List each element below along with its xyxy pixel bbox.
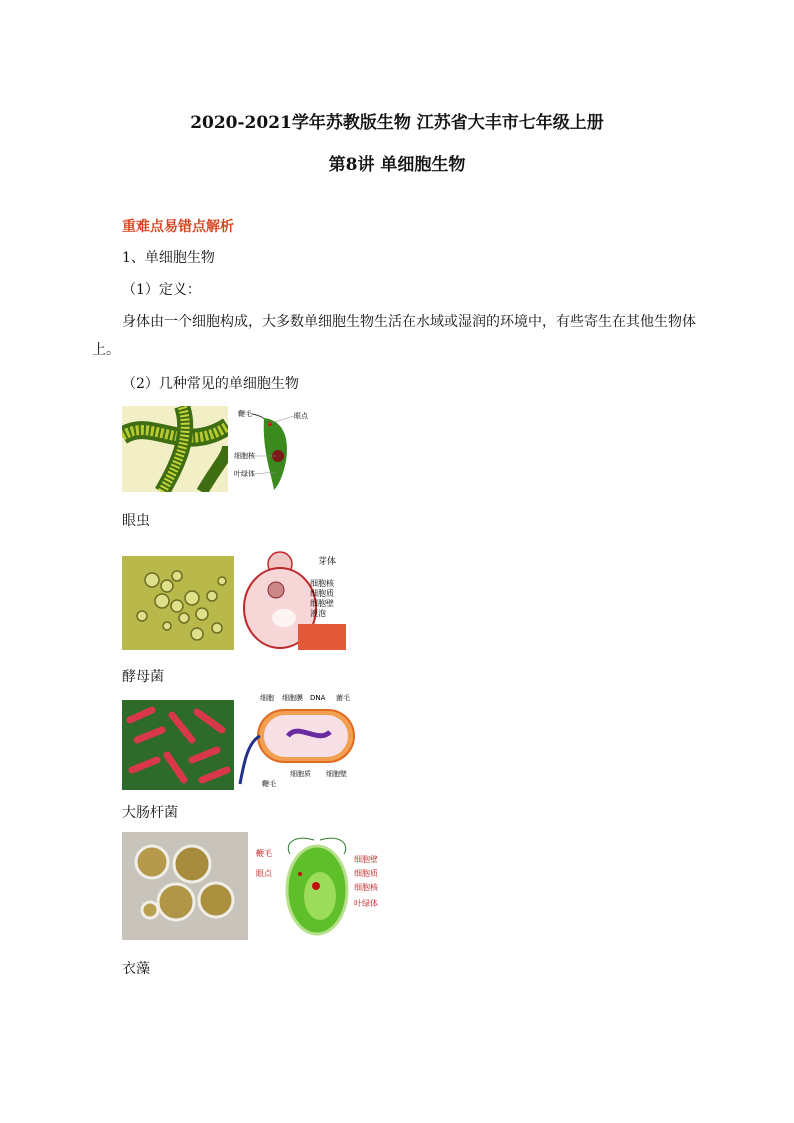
- yeast-diagram: [240, 542, 346, 650]
- euglena-label-flagellum: 鞭毛: [238, 410, 252, 418]
- chlamy-label-flagellum: 鞭毛: [256, 849, 272, 858]
- chlamydomonas-diagram: [254, 834, 388, 940]
- euglena-label-eyespot: 眼点: [294, 412, 308, 420]
- section-heading: 重难点易错点解析: [122, 219, 234, 235]
- ecoli-label-cell: 细胞: [260, 694, 274, 702]
- list-label: （2）几种常见的单细胞生物: [122, 376, 299, 392]
- caption-chlamydomonas: 衣藻: [122, 961, 150, 977]
- caption-ecoli: 大肠杆菌: [122, 805, 178, 821]
- euglena-photo: [122, 406, 228, 492]
- document-title: 2020-2021学年苏教版生物 江苏省大丰市七年级上册: [190, 113, 604, 133]
- chlamy-label-nucleus: 细胞核: [354, 883, 378, 892]
- ecoli-label-pili: 菌毛: [336, 694, 350, 702]
- chlamy-label-eyespot: 眼点: [256, 869, 272, 878]
- chlamydomonas-photo: [122, 832, 248, 940]
- yeast-label-vacuole: 液泡: [310, 609, 326, 618]
- caption-yeast: 酵母菌: [122, 669, 164, 685]
- ecoli-label-dna: DNA: [310, 694, 326, 702]
- definition-label: （1）定义：: [122, 282, 201, 298]
- chlamy-label-chloroplast: 叶绿体: [354, 899, 378, 908]
- yeast-photo: [122, 556, 234, 650]
- ecoli-label-flagellum: 鞭毛: [262, 780, 276, 788]
- yeast-label-cytoplasm: 细胞质: [310, 589, 334, 598]
- chlamy-label-wall: 细胞壁: [354, 855, 378, 864]
- euglena-label-nucleus: 细胞核: [234, 452, 255, 460]
- euglena-label-chloroplast: 叶绿体: [234, 470, 255, 478]
- ecoli-label-cytoplasm: 细胞质: [290, 770, 311, 778]
- ecoli-diagram: [238, 692, 356, 788]
- yeast-label-wall: 细胞壁: [310, 599, 334, 608]
- euglena-diagram: [232, 406, 310, 492]
- chlamy-label-cytoplasm: 细胞质: [354, 869, 378, 878]
- item-heading: 1、单细胞生物: [122, 250, 215, 266]
- ecoli-label-membrane: 细胞膜: [282, 694, 303, 702]
- definition-text: 身体由一个细胞构成，大多数单细胞生物生活在水域或湿润的环境中，有些寄生在其他生物体上。: [92, 314, 696, 358]
- caption-euglena: 眼虫: [122, 513, 150, 529]
- ecoli-photo: [122, 700, 234, 790]
- ecoli-label-wall: 细胞壁: [326, 770, 347, 778]
- yeast-label-bud: 芽体: [318, 557, 337, 567]
- yeast-label-nucleus: 细胞核: [310, 579, 334, 588]
- lesson-title: 第8讲 单细胞生物: [328, 155, 466, 175]
